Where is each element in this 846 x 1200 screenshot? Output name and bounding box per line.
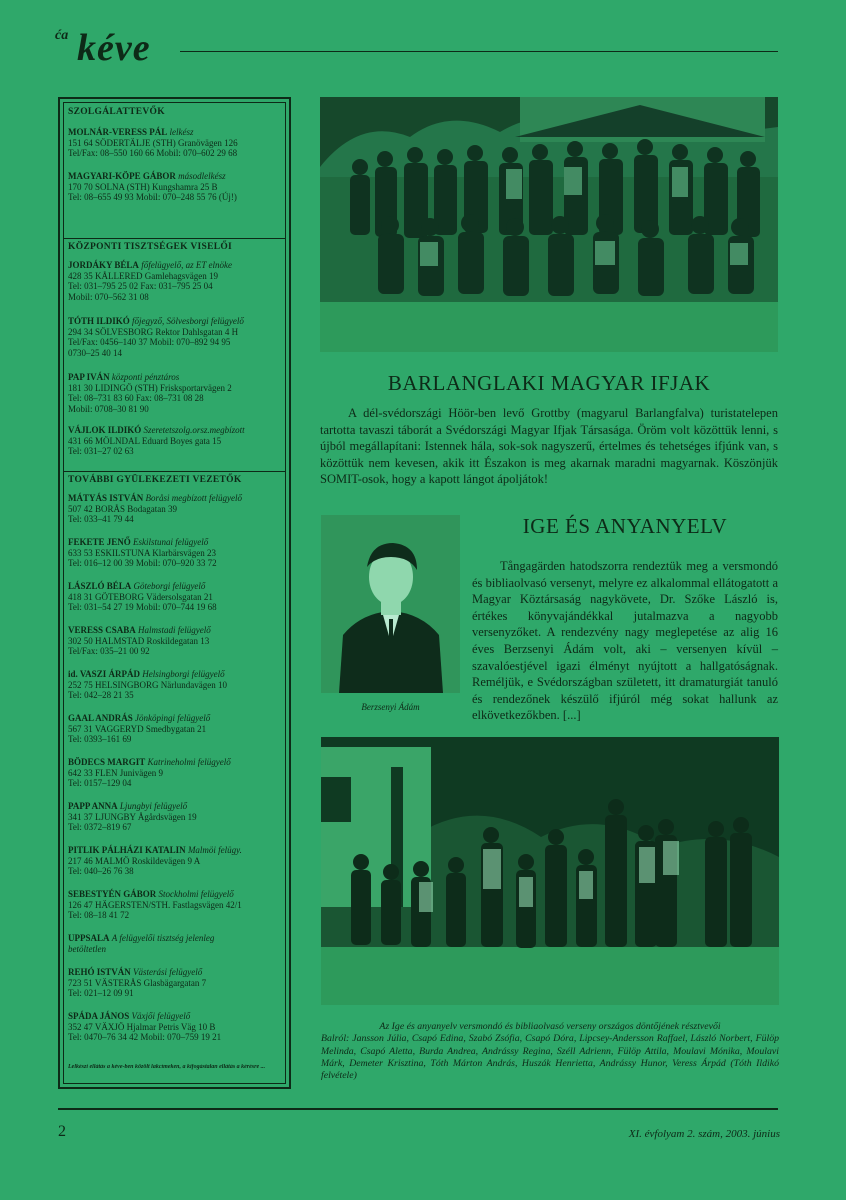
entry-line: 428 35 KÅLLERED Gamlehagsvägen 19 (68, 270, 218, 281)
directory-entry (68, 889, 283, 921)
entry-line: Tel: 08–731 83 60 Fax: 08–731 08 28 (68, 393, 204, 404)
directory-entry (68, 171, 283, 203)
entry-name: TÓTH ILDIKÓ (68, 316, 130, 326)
entry-line: Tel: 08–18 41 72 (68, 910, 130, 921)
entry-name: FEKETE JENŐ (68, 537, 131, 547)
directory-entry (68, 801, 283, 833)
directory-entry (68, 845, 283, 877)
entry-line: 633 53 ESKILSTUNA Klarbärsvägen 23 (68, 547, 216, 558)
entry-line: 418 31 GÖTEBORG Vädersolsgatan 21 (68, 591, 213, 602)
entry-name: GAAL ANDRÁS (68, 713, 133, 723)
directory-entry (68, 625, 283, 657)
portrait-photo (321, 515, 460, 693)
entry-role: A felügyelői tisztség jelenleg (111, 933, 215, 943)
directory-entry (68, 537, 283, 569)
page-number: 2 (58, 1123, 66, 1140)
directory-entry (68, 372, 283, 414)
directory-entry (68, 260, 283, 302)
entry-line: 507 42 BORÅS Bodagatan 39 (68, 503, 177, 514)
entry-line: Tel: 031–54 27 19 Mobil: 070–744 19 68 (68, 602, 217, 613)
competition-group-photo-image (321, 737, 779, 1005)
entry-role: Jönköpingi felügyelő (135, 713, 211, 723)
directory-entry (68, 757, 283, 789)
masthead (55, 28, 780, 68)
youth-group-photo (320, 97, 778, 352)
entry-name: PAP IVÁN (68, 372, 110, 382)
article-body-ige-es-anyanyelv: Tångagärden hatodszorra rendeztük meg a versmondó és bibliaolvasó versenyt, melyre ez alkalommal ellátogatott a Magyar Köztársaság nagykövete, Dr. Szőke László is, értékes könyvajándékkal jutalmazva a nagyobb versenyzőket. A rendezvény nagy meglepetése az alig 16 éves Berzsenyi Ádám volt, aki – versenyen kívül – szavalóestjével igazi élményt nyújtott a hallgatóságnak. Reméljük, e Svédországban született, itt dramaturgiát tanuló és rendezőnek készülő ifjúról még sokat hallunk az elkövetkezőkben. [...] (472, 559, 778, 723)
entry-line: 431 66 MÖLNDAL Eduard Boyes gata 15 (68, 435, 222, 446)
entry-line: 294 34 SÖLVESBORG Rektor Dahlsgatan 4 H (68, 326, 239, 337)
entry-name: SEBESTYÉN GÁBOR (68, 889, 157, 899)
entry-line: 567 31 VAGGERYD Smedbygatan 21 (68, 723, 207, 734)
entry-line: Tel: 0157–129 04 (68, 778, 132, 789)
portrait-caption: Berzsenyi Ádám (361, 702, 420, 712)
entry-line: Tel: 042–28 21 35 (68, 690, 134, 701)
entry-role: központi pénztáros (111, 372, 180, 382)
entry-line: Mobil: 0708–30 81 90 (68, 403, 149, 414)
entry-line: Tel: 031–27 02 63 (68, 446, 134, 457)
portrait-image (321, 515, 460, 693)
entry-line: 302 50 HALMSTAD Roskildegatan 13 (68, 635, 210, 646)
entry-name: VERESS CSABA (68, 625, 136, 635)
entry-name: LÁSZLÓ BÉLA (68, 581, 132, 591)
article-title-ige-es-anyanyelv: IGE ÉS ANYANYELV (522, 514, 728, 538)
article-body-barlanglaki: A dél-svédországi Höör-ben levő Grottby (magyarul Barlangfalva) turistatelepen tartotta tavaszi táborát a Svédországi Magyar Ifjak Társasága. Öröm volt közöttük lenni, s újból megállapítani: Istennek hála, sok-sok nagyszerű, értelmes és tehetséges ifjúnk van, s közöttük nem kevesen, akik itt Északon is meg akarnak maradni magyarnak. Köszönjük SOMIT-osok, hogy a kapott lángot ápoljátok! (320, 406, 778, 486)
directory-entry (68, 933, 283, 954)
section-title: KÖZPONTI TISZTSÉGEK VISELŐI (68, 242, 233, 252)
entry-role: másodlelkész (178, 171, 226, 181)
entry-line: 217 46 MALMÖ Roskildevägen 9 A (68, 855, 201, 866)
entry-name: SPÁDA JÁNOS (68, 1011, 130, 1021)
directory-box (58, 97, 291, 1089)
entry-name: JORDÁKY BÉLA (68, 260, 139, 270)
section-title: TOVÁBBI GYÜLEKEZETI VEZETŐK (68, 475, 242, 485)
entry-name: MAGYARI-KÖPE GÁBOR (68, 171, 176, 181)
entry-name: VÁJLOK ILDIKÓ (68, 425, 142, 435)
directory-section-central-officers (64, 238, 285, 472)
entry-line: Tel: 031–795 25 02 Fax: 031–795 25 04 (68, 281, 213, 292)
entry-line: 126 47 HÄGERSTEN/STH. Fastlagsvägen 42/1 (68, 899, 242, 910)
entry-role: Szeretetszolg.orsz.megbízott (143, 425, 245, 435)
youth-group-photo-image (320, 97, 778, 352)
competition-group-photo (321, 737, 779, 1005)
group-photo-caption (321, 1021, 779, 1082)
masthead-logo: kéve (77, 27, 151, 69)
entry-role: főjegyző, Sölvesborgi felügyelő (132, 316, 244, 326)
entry-role: Malmöi felügy. (187, 845, 242, 855)
directory-entry (68, 1011, 283, 1043)
directory-section-congregation-leaders (64, 471, 285, 1081)
entry-name: MÁTYÁS ISTVÁN (68, 493, 144, 503)
entry-line: Tel: 0470–76 34 42 Mobil: 070–759 19 21 (68, 1032, 222, 1043)
directory-section-ministers (64, 103, 285, 239)
directory-entry (68, 581, 283, 613)
directory-entry (68, 713, 283, 745)
entry-line: Tel/Fax: 08–550 160 66 Mobil: 070–602 29 68 (68, 148, 238, 159)
entry-role: Ljungbyi felügyelő (119, 801, 188, 811)
entry-line: Tel/Fax: 035–21 00 92 (68, 646, 150, 657)
entry-line: 170 70 SOLNA (STH) Kungshamra 25 B (68, 181, 218, 192)
entry-name: id. VASZI ÁRPÁD (68, 669, 140, 679)
caption-names: Balról: Jansson Júlia, Csapó Edina, Szabó Zsófia, Csapó Dóra, Lipcsey-Andersson Raffael, László Norbert, Fülöp Melinda, Csapó Aletta, Burda Andrea, Andrássy Regina, Széll Adrienn, Fülöp Attila, Moulavi Mónika, Moulavi Márk, Demeter Krisztina, Tóth Márton András, Huszák Henrietta, Andrássy Hunor, Veress Árpád (Tóth Ildikó felvétele) (321, 1033, 779, 1082)
entry-role: Halmstadi felügyelő (138, 625, 211, 635)
entry-name: MOLNÁR-VERESS PÁL (68, 127, 168, 137)
directory-entry (68, 127, 283, 159)
entry-name: REHÓ ISTVÁN (68, 967, 131, 977)
entry-role: Helsingborgi felügyelő (142, 669, 225, 679)
footer-rule (58, 1108, 778, 1110)
entry-line: 252 75 HELSINGBORG Närlundavägen 10 (68, 679, 227, 690)
entry-line: Tel: 0372–819 67 (68, 822, 132, 833)
entry-line: Tel: 033–41 79 44 (68, 514, 134, 525)
entry-role: Boråsi megbízott felügyelő (145, 493, 243, 503)
entry-line: 352 47 VÄXJÖ Hjalmar Petris Väg 10 B (68, 1021, 216, 1032)
directory-entry (68, 316, 283, 358)
entry-role: Göteborgi felügyelő (133, 581, 206, 591)
entry-line: 642 33 FLEN Junivägen 9 (68, 767, 163, 778)
entry-role: főfelügyelő, az ET elnöke (141, 260, 233, 270)
entry-line: Tel/Fax: 0456–140 37 Mobil: 070–892 94 95 (68, 337, 231, 348)
entry-role: Eskilstunai felügyelő (133, 537, 209, 547)
entry-role: lelkész (169, 127, 194, 137)
entry-line: Tel: 0393–161 69 (68, 734, 132, 745)
directory-footer-note: Lelkészi ellátás a kéve-ben közölt lakcímeken, a kifogástalan ellátás a kérésre ... (68, 1064, 266, 1070)
entry-line: Mobil: 070–562 31 08 (68, 291, 149, 302)
issue-info: XI. évfolyam 2. szám, 2003. június (628, 1128, 780, 1140)
entry-line: betöltetlen (68, 943, 106, 954)
entry-line: Tel: 016–12 00 39 Mobil: 070–920 33 72 (68, 558, 217, 569)
entry-line: 0730–25 40 14 (68, 347, 122, 358)
entry-role: Växjői felügyelő (131, 1011, 191, 1021)
entry-line: 723 51 VÄSTERÅS Glasbägargatan 7 (68, 977, 207, 988)
entry-line: Tel: 021–12 09 91 (68, 988, 134, 999)
directory-entry (68, 493, 283, 525)
entry-role: Katrineholmi felügyelő (147, 757, 231, 767)
directory-inner-frame (63, 102, 286, 1084)
entry-name: PITLIK PÁLHÁZI KATALIN (68, 845, 186, 855)
caption-lead: Az Ige és anyanyelv versmondó és bibliaolvasó verseny országos döntőjének résztvevői (379, 1021, 721, 1032)
entry-name: PAPP ANNA (68, 801, 118, 811)
entry-line: 181 30 LIDINGÖ (STH) Frisksportarvägen 2 (68, 382, 232, 393)
masthead-small-mark: ća (55, 28, 69, 43)
entry-line: Tel: 08–655 49 93 Mobil: 070–248 55 76 (Új!) (68, 192, 237, 203)
entry-name: BÖDECS MARGIT (68, 757, 146, 767)
entry-name: UPPSALA (68, 933, 110, 943)
directory-entry (68, 967, 283, 999)
directory-entry (68, 425, 283, 457)
entry-line: Tel: 040–26 76 38 (68, 866, 134, 877)
article-title-barlanglaki: BARLANGLAKI MAGYAR IFJAK (387, 371, 711, 395)
masthead-rule (180, 51, 778, 52)
entry-role: Västerási felügyelő (133, 967, 203, 977)
entry-line: 341 37 LJUNGBY Ågårdsvägen 19 (68, 811, 197, 822)
section-title: SZOLGÁLATTEVŐK (68, 107, 165, 117)
entry-role: Stockholmi felügyelő (158, 889, 234, 899)
directory-entry (68, 669, 283, 701)
entry-line: 151 64 SÖDERTÄLJE (STH) Granövägen 126 (68, 137, 238, 148)
